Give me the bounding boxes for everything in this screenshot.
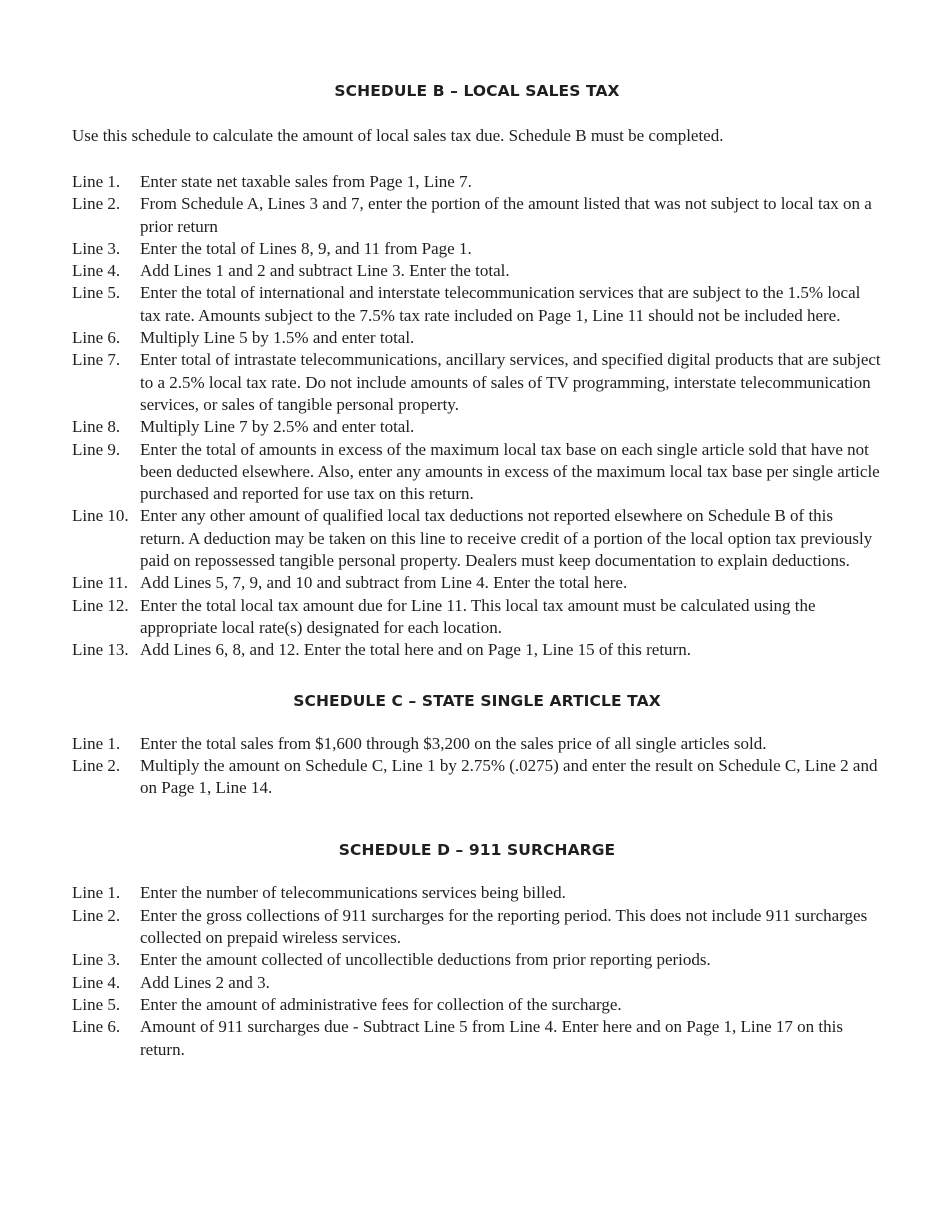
schedule-c-title: SCHEDULE C – STATE SINGLE ARTICLE TAX <box>293 691 661 710</box>
line-text: Enter state net taxable sales from Page 1, Line 7. <box>140 172 472 191</box>
schedule-b-line-8 <box>72 416 882 438</box>
schedule-b-lines <box>72 171 882 662</box>
schedule-b-line-5 <box>72 282 882 327</box>
schedule-b-line-13 <box>72 639 882 661</box>
line-text: Enter the total local tax amount due for Line 11. This local tax amount must be calculated using the appropriate local rate(s) designated for each location. <box>140 595 816 637</box>
line-label: Line 2. <box>72 194 121 214</box>
line-label: Line 13. <box>72 640 129 660</box>
line-label: Line 6. <box>72 1017 121 1037</box>
line-text: Enter the number of telecommunications services being billed. <box>140 883 566 903</box>
line-label: Line 1. <box>72 172 121 191</box>
schedule-b-line-3 <box>72 238 882 260</box>
document-page <box>72 82 882 1061</box>
schedule-d-line-6 <box>72 1016 882 1061</box>
schedule-b-title: SCHEDULE B – LOCAL SALES TAX <box>334 82 620 100</box>
schedule-b-line-4 <box>72 260 882 282</box>
schedule-b-intro: Use this schedule to calculate the amount of local sales tax due. Schedule B must be completed. <box>72 126 724 145</box>
line-label: Line 4. <box>72 972 121 992</box>
line-label: Line 2. <box>72 755 121 775</box>
schedule-b-line-10 <box>72 505 882 572</box>
line-text: Enter total of intrastate telecommunications, ancillary services, and specified digital products that are subject to a 2.5% local tax rate. Do not include amounts of sales of TV programming, interstate telecommunication services, or sales of tangible personal property. <box>140 350 881 414</box>
schedule-d-line-4 <box>72 972 882 994</box>
line-text: Enter any other amount of qualified local tax deductions not reported elsewhere on Schedule B of this return. A deduction may be taken on this line to receive credit of a portion of the local option tax previously paid on repossessed tangible personal property. Dealers must keep documentation to explain deductions. <box>140 506 873 571</box>
line-text: Enter the total of amounts in excess of the maximum local tax base on each single article sold that have not been deducted elsewhere. Also, enter any amounts in excess of the maximum local tax base per single article purchased and reported for use tax on this return. <box>140 439 880 504</box>
schedule-d-section <box>72 841 882 1060</box>
line-label: Line 3. <box>72 950 121 970</box>
schedule-b-line-2 <box>72 193 882 238</box>
line-text: Add Lines 2 and 3. <box>140 972 270 992</box>
line-label: Line 1. <box>72 883 121 903</box>
line-label: Line 11. <box>72 573 129 593</box>
schedule-d-line-1 <box>72 882 882 904</box>
schedule-b-line-6 <box>72 327 882 349</box>
line-text: Enter the amount collected of uncollectible deductions from prior reporting periods. <box>140 950 711 970</box>
line-label: Line 1. <box>72 733 121 753</box>
schedule-d-line-2 <box>72 905 882 950</box>
schedule-c-line-2 <box>72 755 882 800</box>
line-text: Add Lines 6, 8, and 12. Enter the total here and on Page 1, Line 15 of this return. <box>140 640 691 660</box>
line-text: Add Lines 5, 7, 9, and 10 and subtract from Line 4. Enter the total here. <box>140 573 628 593</box>
line-label: Line 8. <box>72 417 121 437</box>
schedule-d-line-5 <box>72 994 882 1016</box>
line-text: Enter the total of Lines 8, 9, and 11 from Page 1. <box>140 238 472 258</box>
schedule-b-line-1 <box>72 171 882 193</box>
schedule-b-line-12 <box>72 595 882 640</box>
schedule-d-line-3 <box>72 949 882 971</box>
line-label: Line 3. <box>72 238 121 258</box>
line-label: Line 10. <box>72 506 129 526</box>
line-text: Enter the total sales from $1,600 through $3,200 on the sales price of all single articles sold. <box>140 733 767 753</box>
line-text: Enter the total of international and interstate telecommunication services that are subject to the 1.5% local tax rate. Amounts subject to the 7.5% tax rate included on Page 1, Line 11 should not be included here. <box>140 283 861 325</box>
line-label: Line 7. <box>72 350 121 370</box>
schedule-d-lines <box>72 882 882 1060</box>
schedule-b-line-9 <box>72 439 882 506</box>
line-label: Line 5. <box>72 283 121 303</box>
line-text: Add Lines 1 and 2 and subtract Line 3. Enter the total. <box>140 261 510 281</box>
line-text: Enter the amount of administrative fees for collection of the surcharge. <box>140 994 622 1014</box>
line-label: Line 2. <box>72 905 121 925</box>
line-label: Line 6. <box>72 328 121 348</box>
schedule-d-title: SCHEDULE D – 911 SURCHARGE <box>338 841 616 860</box>
line-text: Multiply Line 5 by 1.5% and enter total. <box>140 328 415 348</box>
schedule-b-line-7 <box>72 349 882 416</box>
schedule-b-line-11 <box>72 572 882 594</box>
line-text: Multiply the amount on Schedule C, Line 1 by 2.75% (.0275) and enter the result on Schedule C, Line 2 and on Page 1, Line 14. <box>140 755 878 798</box>
line-text: Enter the gross collections of 911 surcharges for the reporting period. This does not include 911 surcharges collected on prepaid wireless services. <box>140 905 868 948</box>
schedule-b-section <box>72 82 882 662</box>
line-text: Multiply Line 7 by 2.5% and enter total. <box>140 417 415 437</box>
line-text: From Schedule A, Lines 3 and 7, enter the portion of the amount listed that was not subject to local tax on a prior return <box>140 194 872 236</box>
schedule-c-lines <box>72 733 882 800</box>
line-label: Line 5. <box>72 994 121 1014</box>
schedule-c-line-1 <box>72 733 882 755</box>
line-label: Line 4. <box>72 261 121 281</box>
line-label: Line 12. <box>72 595 129 615</box>
line-text: Amount of 911 surcharges due - Subtract Line 5 from Line 4. Enter here and on Page 1, Line 17 on this return. <box>140 1017 843 1059</box>
line-label: Line 9. <box>72 439 121 459</box>
schedule-c-section <box>72 692 882 800</box>
